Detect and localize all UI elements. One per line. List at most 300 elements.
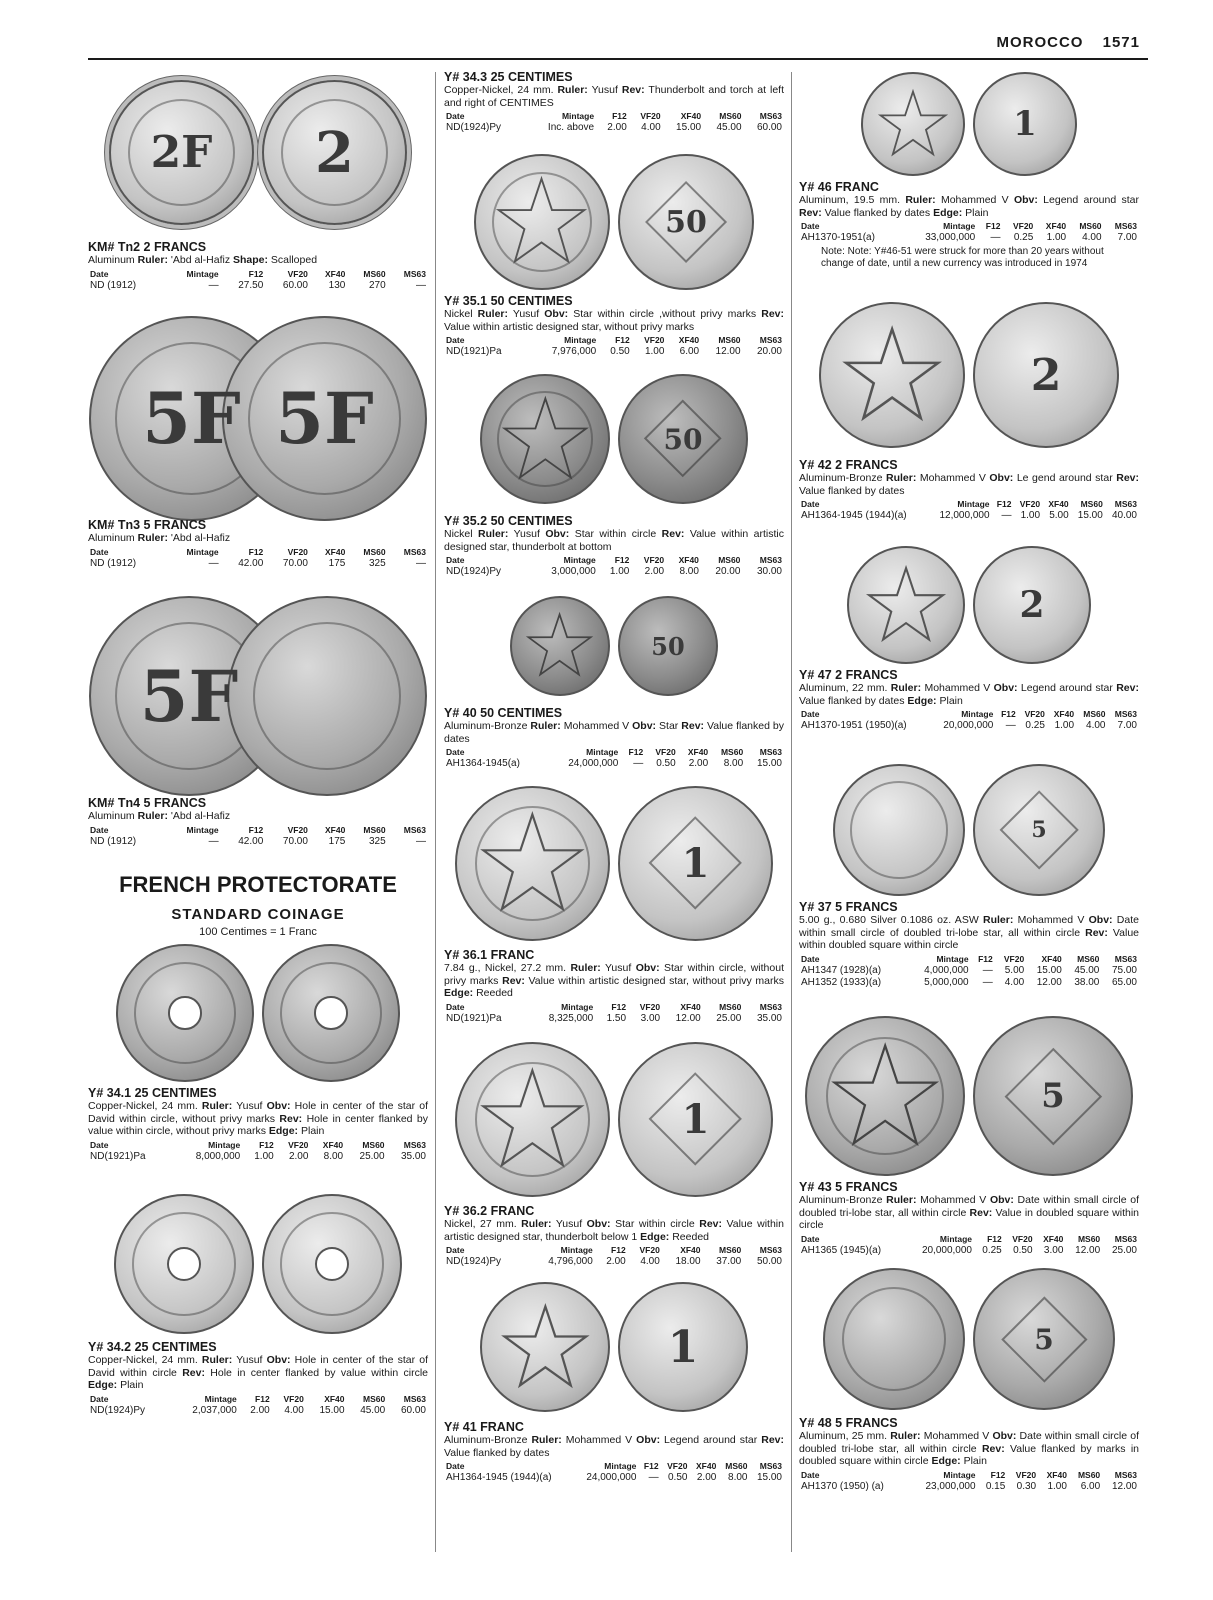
column-header: F12 <box>259 1139 274 1150</box>
coin-images-tn3 <box>88 316 428 521</box>
table-cell: 23,000,000 <box>925 1480 976 1492</box>
coin-images-tn2 <box>88 80 428 225</box>
column-header: MS60 <box>363 824 386 835</box>
table-cell: 0.50 <box>610 346 630 357</box>
entry-description: Aluminum-Bronze Ruler: Mohammed V Obv: Legend around star Rev: Value flanked by dates <box>444 1434 784 1459</box>
currency-unit: 100 Centimes = 1 Franc <box>199 926 317 938</box>
coin-obverse <box>833 764 965 896</box>
table-cell: 45.00 <box>716 122 742 133</box>
table-cell: 35.00 <box>756 1012 782 1024</box>
column-header: MS63 <box>403 1139 426 1150</box>
table-cell: 325 <box>368 557 386 569</box>
column-header: VF20 <box>287 546 308 557</box>
value-table <box>799 499 1139 522</box>
column-header: Mintage <box>186 824 219 835</box>
column-header: F12 <box>628 747 644 757</box>
column-header: VF20 <box>643 555 665 565</box>
table-cell: 0.50 <box>1013 1244 1033 1256</box>
coin-reverse: 5 <box>973 1016 1133 1176</box>
table-cell: 15.00 <box>1077 510 1103 521</box>
column-header: F12 <box>987 1233 1002 1244</box>
table-cell: AH1370-1951(a) <box>801 232 875 243</box>
entry-title: Y# 34.1 25 CENTIMES <box>88 1086 217 1100</box>
column-header: Date <box>446 335 465 345</box>
table-cell: AH1370-1951 (1950)(a) <box>801 720 907 731</box>
table-cell: 8.00 <box>728 1472 748 1483</box>
table-header-row <box>444 1461 784 1472</box>
column-divider <box>435 72 436 1552</box>
column-header: Date <box>446 1461 465 1471</box>
column-header: VF20 <box>667 1461 688 1471</box>
table-cell: 15.00 <box>1036 964 1062 976</box>
table-cell: 8.00 <box>679 566 699 577</box>
table-cell: 2.00 <box>607 122 627 133</box>
table-cell: 2.00 <box>288 1150 309 1162</box>
table-row <box>88 1405 428 1417</box>
table-cell: AH1352 (1933)(a) <box>801 976 882 988</box>
table-cell: 12.00 <box>1075 1244 1101 1256</box>
table-cell: 70.00 <box>282 835 308 847</box>
table-cell: 0.25 <box>1013 232 1034 243</box>
column-header: XF40 <box>696 1461 717 1471</box>
entry-description: Aluminum Ruler: 'Abd al-Hafiz <box>88 810 231 822</box>
entry-title: KM# Tn4 5 FRANCS <box>88 796 207 810</box>
table-cell: 3,000,000 <box>551 566 596 577</box>
column-header: MS63 <box>1114 709 1137 719</box>
table-cell: 0.50 <box>667 1472 688 1483</box>
coin-obverse <box>805 1016 965 1176</box>
column-header: MS60 <box>363 268 386 279</box>
column-header: VF20 <box>283 1393 304 1404</box>
column-header: MS63 <box>403 1393 426 1404</box>
value-table <box>444 1002 784 1025</box>
coin-images-y48 <box>799 1268 1139 1410</box>
table-cell: AH1364-1945 (1944)(a) <box>801 510 907 521</box>
column-header: Date <box>801 221 820 231</box>
table-cell: — <box>990 232 1001 243</box>
table-cell: 24,000,000 <box>568 758 619 769</box>
table-cell: 24,000,000 <box>586 1472 637 1483</box>
column-header: F12 <box>643 1461 659 1471</box>
column-header: XF40 <box>680 1245 701 1255</box>
column-header: F12 <box>990 1469 1006 1480</box>
table-row <box>444 122 784 134</box>
coin-obverse <box>480 1282 610 1412</box>
coin-reverse-blank <box>227 596 427 796</box>
table-cell: — <box>648 1472 659 1483</box>
table-cell: 60.00 <box>282 279 308 291</box>
entry-title: Y# 46 FRANC <box>799 180 879 194</box>
table-row <box>444 1013 784 1025</box>
value-table <box>444 1461 784 1484</box>
column-header: XF40 <box>687 747 709 757</box>
entry-km-tn3 <box>88 518 428 570</box>
column-header: XF40 <box>324 1393 345 1404</box>
column-header: VF20 <box>1012 1233 1033 1244</box>
table-cell: 50.00 <box>756 1256 782 1267</box>
entry-title: Y# 37 5 FRANCS <box>799 900 898 914</box>
table-cell: AH1364-1945 (1944)(a) <box>446 1472 552 1483</box>
table-cell: 4.00 <box>1086 720 1106 731</box>
table-cell: 1.00 <box>1047 1480 1067 1492</box>
table-cell: — <box>208 279 219 291</box>
table-cell: 33,000,000 <box>925 232 976 243</box>
table-row <box>799 977 1139 989</box>
coin-images-y47 <box>799 546 1139 664</box>
coin-obverse <box>819 302 965 448</box>
table-cell: — <box>416 557 426 569</box>
column-header: MS60 <box>719 1245 742 1255</box>
table-cell: 65.00 <box>1111 976 1137 988</box>
column-header: VF20 <box>287 268 308 279</box>
table-cell: 42.00 <box>238 835 264 847</box>
value-table <box>799 1470 1139 1493</box>
column-header: XF40 <box>1041 953 1062 964</box>
table-header-row <box>799 954 1139 965</box>
column-header: XF40 <box>678 335 700 345</box>
table-cell: 0.15 <box>985 1480 1006 1492</box>
column-header: Date <box>801 709 820 719</box>
column-header: Mintage <box>186 546 219 557</box>
table-cell: 1.00 <box>254 1150 274 1162</box>
table-cell: 270 <box>368 279 386 291</box>
column-header: VF20 <box>655 747 676 757</box>
table-cell: 8.00 <box>323 1150 344 1162</box>
entry-title: Y# 35.1 50 CENTIMES <box>444 294 573 308</box>
entry-title: Y# 48 5 FRANCS <box>799 1416 898 1430</box>
column-header: MS63 <box>1114 1233 1137 1244</box>
table-header-row <box>799 221 1139 232</box>
entry-km-tn2 <box>88 240 428 292</box>
value-table <box>444 747 784 770</box>
table-cell: 2.00 <box>606 1256 626 1267</box>
column-header: MS60 <box>363 1393 386 1404</box>
column-header: Mintage <box>936 953 969 964</box>
table-cell: 12,000,000 <box>939 510 990 521</box>
table-cell: 35.00 <box>400 1150 426 1162</box>
coin-images-y343 <box>444 154 784 290</box>
column-header: MS63 <box>759 111 782 121</box>
table-row <box>799 965 1139 977</box>
column-header: Date <box>801 499 820 509</box>
column-header: XF40 <box>325 824 346 835</box>
table-row <box>799 720 1139 732</box>
column-header: Date <box>90 1393 109 1404</box>
entry-title: Y# 36.2 FRANC <box>444 1204 535 1218</box>
column-header: MS63 <box>759 1245 782 1255</box>
table-row <box>799 510 1139 522</box>
table-cell: 18.00 <box>675 1256 701 1267</box>
value-table <box>444 111 784 134</box>
entry-y35-1 <box>444 294 784 358</box>
column-header: MS63 <box>403 824 426 835</box>
column-header: MS60 <box>1080 499 1103 509</box>
coin-obverse <box>114 1194 254 1334</box>
column-header: Date <box>446 1001 465 1012</box>
value-table <box>88 269 428 292</box>
entry-title: Y# 35.2 50 CENTIMES <box>444 514 573 528</box>
table-cell: 5,000,000 <box>924 976 969 988</box>
column-header: VF20 <box>1024 709 1045 719</box>
table-cell: 4.00 <box>641 122 661 133</box>
table-cell: 6.00 <box>679 346 700 357</box>
coin-reverse: 1 <box>618 1282 748 1412</box>
column-header: Mintage <box>604 1461 637 1471</box>
table-cell: 7.00 <box>1117 232 1137 243</box>
column-header: F12 <box>614 555 630 565</box>
table-cell: AH1370 (1950) (a) <box>801 1480 884 1492</box>
column-header: Mintage <box>186 268 219 279</box>
entry-description: Aluminum, 22 mm. Ruler: Mohammed V Obv: Legend around star Rev: Value flanked by dates Edge: Plain <box>799 682 1139 707</box>
column-header: MS60 <box>719 1001 742 1012</box>
table-row <box>799 1245 1139 1257</box>
column-header: MS60 <box>720 747 744 757</box>
column-header: Mintage <box>561 1001 594 1012</box>
table-header-row <box>444 1002 784 1013</box>
value-table <box>799 709 1139 732</box>
coin-obverse: 5F <box>89 316 294 521</box>
table-cell: 175 <box>328 835 346 847</box>
value-table <box>88 547 428 570</box>
column-header: VF20 <box>639 1001 661 1012</box>
entry-description: Aluminum, 19.5 mm. Ruler: Mohammed V Obv: Legend around star Rev: Value flanked by dates Edge: Plain <box>799 194 1139 219</box>
column-header: XF40 <box>325 546 346 557</box>
entry-y41 <box>444 1420 784 1484</box>
table-row <box>444 1472 784 1484</box>
value-table <box>444 335 784 358</box>
entry-y34-1 <box>88 1086 428 1163</box>
value-table <box>88 1140 428 1163</box>
section-subtitle: STANDARD COINAGE <box>171 906 345 923</box>
page-number: 1571 <box>1102 34 1140 51</box>
entry-y36-1 <box>444 948 784 1025</box>
coin-obverse: 2F <box>109 80 254 225</box>
column-header: Mintage <box>586 747 619 757</box>
table-cell: 0.50 <box>656 758 676 769</box>
column-header: MS60 <box>1083 709 1106 719</box>
column-header: VF20 <box>1003 953 1025 964</box>
table-cell: 1.00 <box>609 566 630 577</box>
table-cell: — <box>1001 510 1012 521</box>
entry-description: Aluminum Ruler: 'Abd al-Hafiz Shape: Scalloped <box>88 254 318 266</box>
table-cell: — <box>208 835 219 847</box>
value-table <box>799 954 1139 989</box>
table-cell: 20.00 <box>715 566 741 577</box>
table-cell: 2,037,000 <box>192 1404 237 1416</box>
column-header: MS60 <box>362 1139 385 1150</box>
entry-title: KM# Tn3 5 FRANCS <box>88 518 207 532</box>
entry-y34-2 <box>88 1340 428 1417</box>
column-header: MS63 <box>1114 499 1137 509</box>
table-cell: 325 <box>368 835 386 847</box>
table-header-row <box>88 1140 428 1151</box>
coin-images-y46 <box>799 72 1139 176</box>
entry-description: Copper-Nickel, 24 mm. Ruler: Yusuf Obv: Hole in center of the star of David within circle Rev: Hole in center flanked by value within circle Edge: Plain <box>88 1354 429 1391</box>
column-header: MS60 <box>1077 1469 1101 1480</box>
column-header: Date <box>446 1245 465 1255</box>
table-cell: — <box>1005 720 1016 731</box>
table-cell: 45.00 <box>1074 964 1100 976</box>
column-header: MS63 <box>1114 953 1137 964</box>
column-header: Date <box>801 953 820 964</box>
value-table <box>799 221 1139 244</box>
table-cell: 1.50 <box>606 1012 627 1024</box>
table-cell: 0.30 <box>1016 1480 1037 1492</box>
entry-description: 5.00 g., 0.680 Silver 0.1086 oz. ASW Ruler: Mohammed V Obv: Date within small circle of doubled tri-lobe star, all within circle Rev: Value within doubled square within circle <box>799 914 1140 951</box>
column-header: XF40 <box>1043 1233 1064 1244</box>
entry-y47 <box>799 668 1139 732</box>
table-cell: 12.00 <box>1111 1480 1137 1492</box>
table-cell: 2.00 <box>696 1472 717 1483</box>
coin-reverse: 2 <box>973 302 1119 448</box>
entry-km-tn4 <box>88 796 428 848</box>
entry-y42 <box>799 458 1139 522</box>
entry-title: Y# 40 50 CENTIMES <box>444 706 563 720</box>
table-row <box>444 566 784 578</box>
column-header: MS63 <box>403 546 426 557</box>
column-header: F12 <box>611 1001 627 1012</box>
entry-y48 <box>799 1416 1139 1493</box>
table-cell: 20,000,000 <box>921 1244 972 1256</box>
table-cell: 25.00 <box>716 1012 742 1024</box>
coin-obverse <box>455 1042 610 1197</box>
column-header: XF40 <box>680 1001 701 1012</box>
column-header: VF20 <box>640 111 661 121</box>
table-cell: 15.00 <box>756 758 782 769</box>
table-header-row <box>88 825 428 836</box>
table-cell: 4,000,000 <box>924 964 969 976</box>
column-header: VF20 <box>1019 499 1041 509</box>
coin-images-tn4 <box>88 596 428 796</box>
column-header: MS60 <box>725 1461 748 1471</box>
value-table <box>799 1234 1139 1257</box>
country-name: MOROCCO <box>996 34 1084 51</box>
table-row <box>799 1481 1139 1493</box>
entry-description: Copper-Nickel, 24 mm. Ruler: Yusuf Obv: Hole in center of the star of David within circle, without privy marks Rev: Hole in center flanked by value within circle, without privy marks Edge: Plain <box>88 1100 429 1137</box>
table-cell: — <box>982 976 993 988</box>
column-header: F12 <box>248 546 264 557</box>
table-header-row <box>799 499 1139 510</box>
column-header: MS63 <box>1114 221 1137 231</box>
coin-reverse: 5F <box>222 316 427 521</box>
column-header: Date <box>90 1139 109 1150</box>
column-header: MS60 <box>363 546 386 557</box>
table-row <box>88 558 428 570</box>
table-cell: — <box>416 279 426 291</box>
column-header: Date <box>801 1469 820 1480</box>
table-cell: ND(1924)Py <box>446 122 502 133</box>
table-cell: — <box>982 964 993 976</box>
column-header: Mintage <box>560 1245 593 1255</box>
table-cell: 1.00 <box>1054 720 1075 731</box>
table-cell: Inc. above <box>547 122 595 133</box>
table-cell: 0.25 <box>982 1244 1002 1256</box>
table-cell: 38.00 <box>1074 976 1100 988</box>
coin-reverse <box>262 1194 402 1334</box>
column-header: F12 <box>1001 709 1016 719</box>
table-header-row <box>444 747 784 758</box>
table-cell: 4.00 <box>1082 232 1102 243</box>
table-cell: 3.00 <box>1043 1244 1064 1256</box>
column-header: Mintage <box>939 1233 972 1244</box>
column-header: MS60 <box>718 555 741 565</box>
coin-obverse <box>116 944 254 1082</box>
column-header: Date <box>446 111 465 121</box>
column-header: XF40 <box>678 555 699 565</box>
table-cell: ND(1921)Pa <box>446 346 502 357</box>
entry-description: Nickel, 27 mm. Ruler: Yusuf Obv: Star within circle Rev: Value within artistic designed star, thunderbolt below 1 Edge: Reeded <box>444 1218 784 1243</box>
table-cell: 1.00 <box>1020 510 1041 521</box>
column-header: MS63 <box>759 335 782 345</box>
column-header: Mintage <box>561 111 595 121</box>
column-header: Date <box>446 747 465 757</box>
table-cell: 1.00 <box>644 346 665 357</box>
table-cell: 7,976,000 <box>551 346 597 357</box>
coin-images-y362 <box>444 1042 784 1197</box>
table-cell: 30.00 <box>756 566 782 577</box>
table-header-row <box>88 1394 428 1405</box>
table-cell: 20,000,000 <box>943 720 994 731</box>
table-header-row <box>88 547 428 558</box>
entry-description: 7.84 g., Nickel, 27.2 mm. Ruler: Yusuf Obv: Star within circle, without privy marks Rev: Value within artistic designed star, without privy marks Edge: Reeded <box>444 962 785 999</box>
table-cell: 8,325,000 <box>548 1012 594 1024</box>
column-header: XF40 <box>680 111 702 121</box>
column-header: F12 <box>612 111 627 121</box>
table-cell: 2.00 <box>250 1404 270 1416</box>
value-table <box>88 825 428 848</box>
column-header: XF40 <box>325 268 346 279</box>
column-header: Mintage <box>943 1469 976 1480</box>
table-header-row <box>799 709 1139 720</box>
entry-title: Y# 36.1 FRANC <box>444 948 535 962</box>
column-header: Date <box>90 546 109 557</box>
coin-reverse: 2 <box>262 80 407 225</box>
table-cell: 5.00 <box>1049 510 1069 521</box>
value-table <box>88 1394 428 1417</box>
column-divider <box>791 72 792 1552</box>
table-cell: 6.00 <box>1080 1480 1101 1492</box>
table-cell: 5.00 <box>1004 964 1025 976</box>
coin-obverse <box>480 374 610 504</box>
column-header: MS60 <box>1077 953 1100 964</box>
entry-description: Nickel Ruler: Yusuf Obv: Star within circle Rev: Value within artistic designed star, thunderbolt at bottom <box>444 528 784 553</box>
table-cell: ND (1912) <box>90 279 137 291</box>
column-header: F12 <box>615 335 630 345</box>
entry-y37 <box>799 900 1139 989</box>
coin-obverse <box>823 1268 965 1410</box>
table-cell: 3.00 <box>640 1012 661 1024</box>
coin-images-y352 <box>444 596 784 696</box>
table-cell: ND(1921)Pa <box>90 1150 146 1162</box>
entry-y43 <box>799 1180 1139 1257</box>
value-table <box>444 1245 784 1268</box>
table-header-row <box>444 1245 784 1256</box>
value-table <box>444 555 784 578</box>
entry-description: Nickel Ruler: Yusuf Obv: Star within circle ,without privy marks Rev: Value within artistic designed star, without privy marks <box>444 308 784 333</box>
column-header: F12 <box>978 953 993 964</box>
column-header: XF40 <box>1053 709 1075 719</box>
entry-title: Y# 41 FRANC <box>444 1420 524 1434</box>
table-cell: ND(1924)Py <box>446 1256 502 1267</box>
table-cell: 12.00 <box>675 1012 701 1024</box>
column-header: Date <box>90 824 109 835</box>
column-header: MS60 <box>1079 221 1102 231</box>
table-header-row <box>88 269 428 280</box>
column-header: MS63 <box>759 1461 782 1471</box>
coin-reverse: 2 <box>973 546 1091 664</box>
coin-images-y43 <box>799 1016 1139 1176</box>
table-cell: 12.00 <box>1036 976 1062 988</box>
